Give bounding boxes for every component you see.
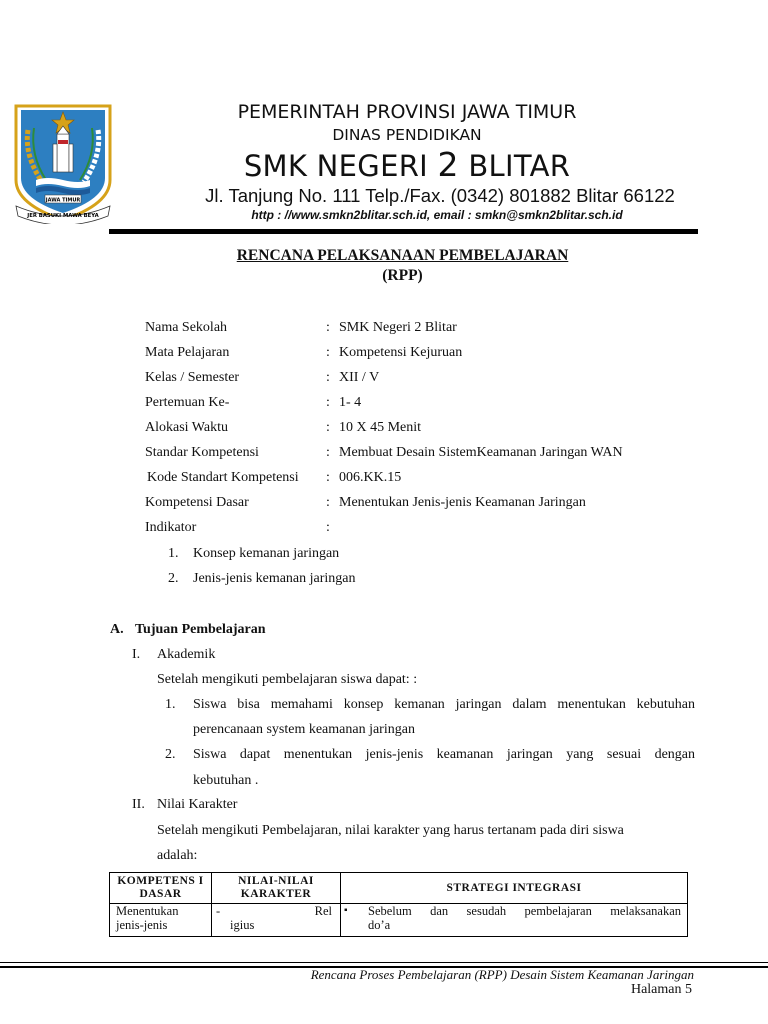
strategi-line — [344, 904, 681, 918]
identity-colon: : — [326, 420, 330, 435]
identity-colon: : — [326, 495, 330, 510]
school-name — [188, 145, 626, 184]
identity-label: Pertemuan Ke- — [145, 395, 230, 410]
kd-cell — [110, 904, 212, 937]
akademik-intro: Setelah mengikuti pembelajaran siswa dapat: : — [157, 672, 418, 687]
logo-banner-text: JAWA TIMUR — [45, 197, 81, 204]
bullet-icon: ▪ — [344, 905, 348, 916]
identity-colon: : — [326, 395, 330, 410]
identity-value: Menentukan Jenis-jenis Keamanan Jaringan — [339, 495, 586, 510]
strategi-text: do’a — [368, 918, 391, 932]
identity-label: Nama Sekolah — [145, 320, 228, 335]
section-title: Tujuan Pembelajaran — [135, 622, 266, 637]
identity-colon: : — [326, 345, 330, 360]
government-name: PEMERINTAH PROVINSI JAWA TIMUR — [237, 101, 577, 123]
strategi-cell — [341, 904, 688, 937]
identity-label: Mata Pelajaran — [145, 345, 230, 360]
objective-number: 1. — [165, 697, 176, 712]
school-address: Jl. Tanjung No. 111 Telp./Fax. (0342) 801882 Blitar 66122 — [205, 185, 675, 206]
header-strategi-integrasi: STRATEGI INTEGRASI — [341, 873, 688, 904]
nilai-part: Rel — [314, 904, 332, 918]
table-row — [110, 904, 688, 937]
indikator-item: Jenis-jenis kemanan jaringan — [193, 571, 356, 586]
indikator-item: Konsep kemanan jaringan — [193, 546, 340, 561]
document-title: RENCANA PELAKSANAAN PEMBELAJARAN — [236, 247, 569, 264]
identity-value: 10 X 45 Menit — [339, 420, 422, 435]
strategi-text: Sebelum dan sesudah pembelajaran melaksanakan — [368, 904, 681, 918]
objective-number: 2. — [165, 747, 176, 762]
letterhead-divider — [109, 229, 698, 234]
nilai-dash: - — [216, 904, 221, 918]
nilai-cell — [212, 904, 341, 937]
identity-value: 1- 4 — [339, 395, 362, 410]
school-web-email: http : //www.smkn2blitar.sch.id, email : smkn@smkn2blitar.sch.id — [251, 208, 623, 222]
kd-line: jenis-jenis — [116, 918, 168, 932]
identity-colon: : — [326, 370, 330, 385]
identity-value: SMK Negeri 2 Blitar — [339, 320, 457, 335]
logo-motto-text: JER BASUKI MAWA BEYA — [27, 213, 99, 219]
nilai-part: igius — [230, 918, 255, 932]
footer-divider — [0, 962, 768, 963]
identity-label: Standar Kompetensi — [145, 445, 259, 460]
page-number: Halaman 5 — [630, 982, 692, 997]
subsection-number: I. — [132, 647, 141, 662]
karakter-intro-line: adalah: — [157, 848, 198, 863]
jawa-timur-emblem-logo — [12, 100, 114, 224]
identity-label: Alokasi Waktu — [145, 420, 228, 435]
identity-label: Kelas / Semester — [145, 370, 240, 385]
objective-text-line: perencanaan system keamanan jaringan — [193, 722, 415, 737]
objective-text-line: Siswa dapat menentukan jenis-jenis keamanan jaringan yang sesuai dengan — [193, 747, 695, 762]
school-number: 2 — [437, 145, 459, 184]
footer-text: Rencana Proses Pembelajaran (RPP) Desain Sistem Keamanan Jaringan — [310, 967, 694, 982]
identity-colon: : — [326, 445, 330, 460]
identity-label: Kode Standart Kompetensi — [147, 470, 299, 485]
nilai-line — [216, 904, 332, 918]
indikator-number: 1. — [168, 546, 179, 561]
identity-colon: : — [326, 320, 330, 335]
identity-value: XII / V — [339, 370, 380, 385]
document-subtitle: (RPP) — [382, 267, 423, 284]
indikator-number: 2. — [168, 571, 179, 586]
karakter-intro-line: Setelah mengikuti Pembelajaran, nilai karakter yang harus tertanam pada diri siswa — [157, 823, 624, 838]
header-kompetensi-dasar: KOMPETENS I DASAR — [110, 873, 212, 904]
identity-colon: : — [326, 470, 330, 485]
character-values-table — [109, 872, 688, 937]
table-header-row — [110, 873, 688, 904]
identity-value: 006.KK.15 — [339, 470, 402, 485]
identity-value: Membuat Desain SistemKeamanan Jaringan WAN — [339, 445, 623, 460]
subsection-number: II. — [132, 797, 145, 812]
identity-colon: : — [326, 520, 330, 535]
section-letter: A. — [110, 622, 124, 637]
school-name-prefix: SMK NEGERI — [243, 149, 438, 183]
school-name-suffix: BLITAR — [458, 149, 571, 183]
identity-label: Indikator — [145, 520, 197, 535]
department-name: DINAS PENDIDIKAN — [332, 126, 482, 144]
subsection-title: Nilai Karakter — [157, 797, 238, 812]
kd-line: Menentukan — [116, 904, 179, 918]
subsection-title: Akademik — [157, 647, 216, 662]
header-nilai-karakter: NILAI-NILAI KARAKTER — [212, 873, 341, 904]
objective-text-line: kebutuhan . — [193, 773, 259, 788]
objective-text-line: Siswa bisa memahami konsep kemanan jaringan dalam menentukan kebutuhan — [193, 697, 695, 712]
identity-label: Kompetensi Dasar — [145, 495, 249, 510]
identity-value: Kompetensi Kejuruan — [339, 345, 463, 360]
